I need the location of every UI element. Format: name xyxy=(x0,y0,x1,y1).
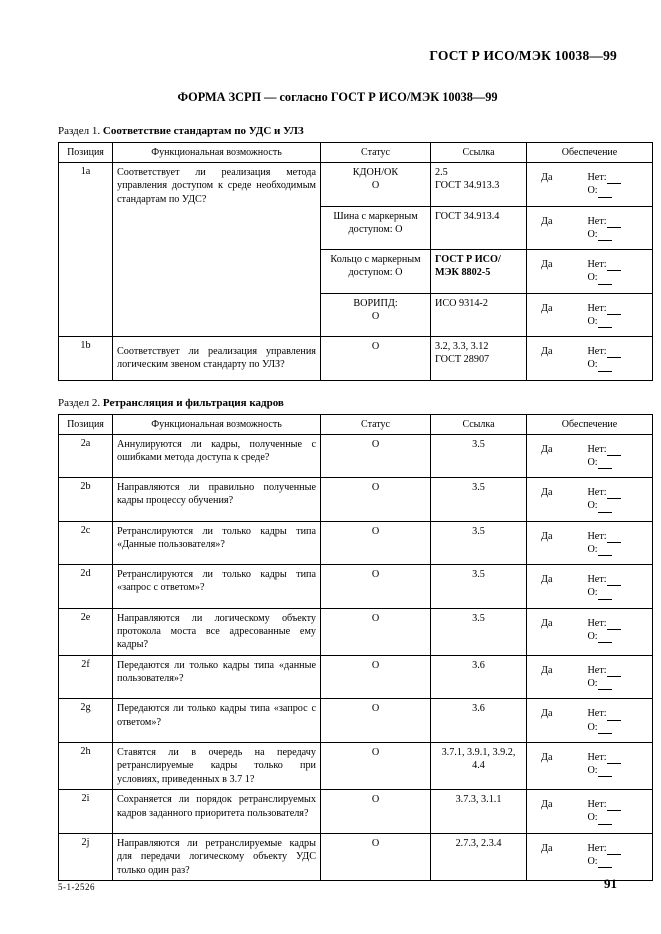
cell-position: 2c xyxy=(59,521,113,565)
provision-no[interactable]: Нет: xyxy=(587,798,642,811)
provision-no[interactable]: Нет: xyxy=(587,486,642,499)
provision-o[interactable]: О: xyxy=(587,630,642,643)
column-header-function: Функциональная возможность xyxy=(113,414,321,434)
provision-no[interactable]: Нет: xyxy=(587,664,642,677)
cell-function: Передаются ли только кадры типа «запрос с ответом»? xyxy=(113,699,321,743)
cell-reference: ИСО 9314-2 xyxy=(431,293,527,337)
column-header-reference: Ссылка xyxy=(431,414,527,434)
section-1-heading: Соответствие стандартам по УДС и УЛЗ xyxy=(102,125,304,137)
provision-o[interactable]: О: xyxy=(587,456,642,469)
provision-yes[interactable]: Да xyxy=(541,215,553,227)
section-2-table xyxy=(58,414,653,882)
provision-o[interactable]: О: xyxy=(587,764,642,777)
cell-status: О xyxy=(321,434,431,478)
section-2-heading: Ретрансляция и фильтрация кадров xyxy=(102,396,284,409)
table-header-row xyxy=(59,414,653,434)
cell-status: Шина с маркерным доступом: О xyxy=(321,206,431,250)
cell-function: Направляются ли ретранслируемые кадры для передачи логическому объекту УДС только один раз? xyxy=(113,833,321,880)
provision-yes[interactable]: Да xyxy=(541,302,553,314)
cell-function: Направляются ли логическому объекту протокола моста все адресованные ему кадры? xyxy=(113,608,321,655)
column-header-reference: Ссылка xyxy=(431,143,527,163)
footer-signature: 5-1-2526 xyxy=(58,882,95,892)
provision-cell xyxy=(527,337,653,381)
provision-no[interactable]: Нет: xyxy=(587,302,642,315)
cell-function: Ставятся ли в очередь на передачу ретранслируемые кадры только при условиях, приведенных в 3.7 1? xyxy=(113,742,321,789)
cell-reference: 3.5 xyxy=(431,478,527,522)
provision-o[interactable]: О: xyxy=(587,499,642,512)
provision-no[interactable]: Нет: xyxy=(587,443,642,456)
cell-status: О xyxy=(321,655,431,699)
provision-yes[interactable]: Да xyxy=(541,530,553,542)
provision-yes[interactable]: Да xyxy=(541,443,553,455)
provision-o[interactable]: О: xyxy=(587,811,642,824)
cell-reference: 3.7.3, 3.1.1 xyxy=(431,790,527,834)
form-title: ФОРМА ЗСРП — согласно ГОСТ Р ИСО/МЭК 10038—99 xyxy=(177,90,498,104)
provision-yes[interactable]: Да xyxy=(541,751,553,763)
table-row xyxy=(59,699,653,743)
column-header-status: Статус xyxy=(321,143,431,163)
provision-no[interactable]: Нет: xyxy=(587,751,642,764)
column-header-status: Статус xyxy=(321,414,431,434)
provision-yes[interactable]: Да xyxy=(541,346,553,357)
section-2-body xyxy=(59,434,653,881)
cell-reference: ГОСТ 34.913.4 xyxy=(431,206,527,250)
cell-position: 1b xyxy=(59,337,113,381)
section-1-title xyxy=(58,125,617,137)
provision-no[interactable]: Нет: xyxy=(587,573,642,586)
column-header-position: Позиция xyxy=(59,414,113,434)
table-row xyxy=(59,521,653,565)
cell-reference: 3.5 xyxy=(431,521,527,565)
provision-o[interactable]: О: xyxy=(587,315,642,328)
cell-function: Соответствует ли реализация управления логическим звеном стандарту по УЛЗ? xyxy=(113,337,321,381)
provision-cell xyxy=(527,833,653,880)
table-row xyxy=(59,790,653,834)
cell-status: КДОН/ОК О xyxy=(321,163,431,207)
provision-o[interactable]: О: xyxy=(587,721,642,734)
cell-status: О xyxy=(321,478,431,522)
cell-reference: 3.7.1, 3.9.1, 3.9.2, 4.4 xyxy=(431,742,527,789)
provision-cell xyxy=(527,565,653,609)
provision-cell xyxy=(527,293,653,337)
column-header-provision: Обеспечение xyxy=(527,414,653,434)
cell-status: О xyxy=(321,790,431,834)
provision-cell xyxy=(527,250,653,294)
table-row xyxy=(59,608,653,655)
cell-position: 2h xyxy=(59,742,113,789)
provision-yes[interactable]: Да xyxy=(541,574,553,585)
cell-position: 2j xyxy=(59,833,113,880)
provision-no[interactable]: Нет: xyxy=(587,345,642,358)
cell-position: 2f xyxy=(59,655,113,699)
provision-cell xyxy=(527,655,653,699)
table-row xyxy=(59,742,653,789)
provision-cell xyxy=(527,521,653,565)
provision-no[interactable]: Нет: xyxy=(587,842,642,855)
provision-yes[interactable]: Да xyxy=(541,842,553,854)
cell-reference: 3.5 xyxy=(431,434,527,478)
cell-reference: 3.5 xyxy=(431,565,527,609)
provision-o[interactable]: О: xyxy=(587,271,642,284)
cell-status: Кольцо с маркерным доступом: О xyxy=(321,250,431,294)
provision-cell xyxy=(527,608,653,655)
table-row xyxy=(59,655,653,699)
cell-reference: 2.7.3, 2.3.4 xyxy=(431,833,527,880)
cell-position: 2e xyxy=(59,608,113,655)
provision-o[interactable]: О: xyxy=(587,184,642,197)
provision-cell xyxy=(527,742,653,789)
cell-reference: 3.6 xyxy=(431,655,527,699)
provision-no[interactable]: Нет: xyxy=(587,215,642,228)
section-1-table xyxy=(58,142,653,381)
table-row xyxy=(59,833,653,880)
cell-function: Соответствует ли реализация метода управления доступом к среде необходимым стандартам по УДС? xyxy=(113,163,321,337)
provision-no[interactable]: Нет: xyxy=(587,171,642,184)
provision-no[interactable]: Нет: xyxy=(587,258,642,271)
provision-no[interactable]: Нет: xyxy=(587,530,642,543)
cell-position: 2d xyxy=(59,565,113,609)
provision-yes[interactable]: Да xyxy=(541,617,553,629)
column-header-function: Функциональная возможность xyxy=(113,143,321,163)
provision-no[interactable]: Нет: xyxy=(587,707,642,720)
provision-yes[interactable]: Да xyxy=(541,799,553,811)
cell-function: Передаются ли только кадры типа «данные пользователя»? xyxy=(113,655,321,699)
cell-reference: ГОСТ Р ИСО/МЭК 8802-5 xyxy=(431,250,527,294)
cell-reference: 3.2, 3.3, 3.12 ГОСТ 28907 xyxy=(431,337,527,381)
section-1-prefix: Раздел 1. xyxy=(58,125,101,137)
table-row xyxy=(59,163,653,207)
cell-position: 2a xyxy=(59,434,113,478)
cell-position: 1a xyxy=(59,163,113,337)
table-row xyxy=(59,478,653,522)
cell-status: О xyxy=(321,742,431,789)
cell-function: Ретранслируются ли только кадры типа «Данные пользователя»? xyxy=(113,521,321,565)
cell-position: 2g xyxy=(59,699,113,743)
provision-yes[interactable]: Да xyxy=(541,487,553,498)
provision-yes[interactable]: Да xyxy=(541,259,553,270)
section-1-body xyxy=(59,163,653,381)
provision-cell xyxy=(527,699,653,743)
cell-status: О xyxy=(321,699,431,743)
provision-o[interactable]: О: xyxy=(587,543,642,556)
column-header-position: Позиция xyxy=(59,143,113,163)
cell-function: Сохраняется ли порядок ретранслируемых кадров заданного приоритета пользователя? xyxy=(113,790,321,834)
page-header-standard: ГОСТ Р ИСО/МЭК 10038—99 xyxy=(429,48,617,63)
provision-cell xyxy=(527,163,653,207)
cell-reference: 2.5 ГОСТ 34.913.3 xyxy=(431,163,527,207)
table-row xyxy=(59,565,653,609)
provision-cell xyxy=(527,206,653,250)
provision-no[interactable]: Нет: xyxy=(587,617,642,630)
page-footer xyxy=(58,876,617,892)
cell-status: О xyxy=(321,521,431,565)
cell-function: Направляются ли правильно полученные кадры процессу обучения? xyxy=(113,478,321,522)
provision-o[interactable]: О: xyxy=(587,228,642,241)
table-header-row xyxy=(59,143,653,163)
provision-o[interactable]: О: xyxy=(587,586,642,599)
column-header-provision: Обеспечение xyxy=(527,143,653,163)
cell-status: О xyxy=(321,833,431,880)
provision-yes[interactable]: Да xyxy=(541,708,553,720)
section-2-prefix: Раздел 2. xyxy=(58,396,101,409)
table-row xyxy=(59,337,653,381)
table-row xyxy=(59,434,653,478)
cell-reference: 3.5 xyxy=(431,608,527,655)
cell-status: О xyxy=(321,608,431,655)
cell-status: О xyxy=(321,565,431,609)
provision-yes[interactable]: Да xyxy=(541,172,553,183)
cell-position: 2b xyxy=(59,478,113,522)
cell-status: ВОРИПД: О xyxy=(321,293,431,337)
provision-o[interactable]: О: xyxy=(587,855,642,868)
provision-cell xyxy=(527,434,653,478)
page-number: 91 xyxy=(604,876,617,891)
cell-status: О xyxy=(321,337,431,381)
section-2-title xyxy=(58,397,617,409)
cell-position: 2i xyxy=(59,790,113,834)
cell-function: Ретранслируются ли только кадры типа «запрос с ответом»? xyxy=(113,565,321,609)
provision-o[interactable]: О: xyxy=(587,677,642,690)
provision-yes[interactable]: Да xyxy=(541,664,553,676)
provision-cell xyxy=(527,790,653,834)
provision-cell xyxy=(527,478,653,522)
cell-function: Аннулируются ли кадры, полученные с ошибками метода доступа к среде? xyxy=(113,434,321,478)
cell-reference: 3.6 xyxy=(431,699,527,743)
provision-o[interactable]: О: xyxy=(587,358,642,371)
